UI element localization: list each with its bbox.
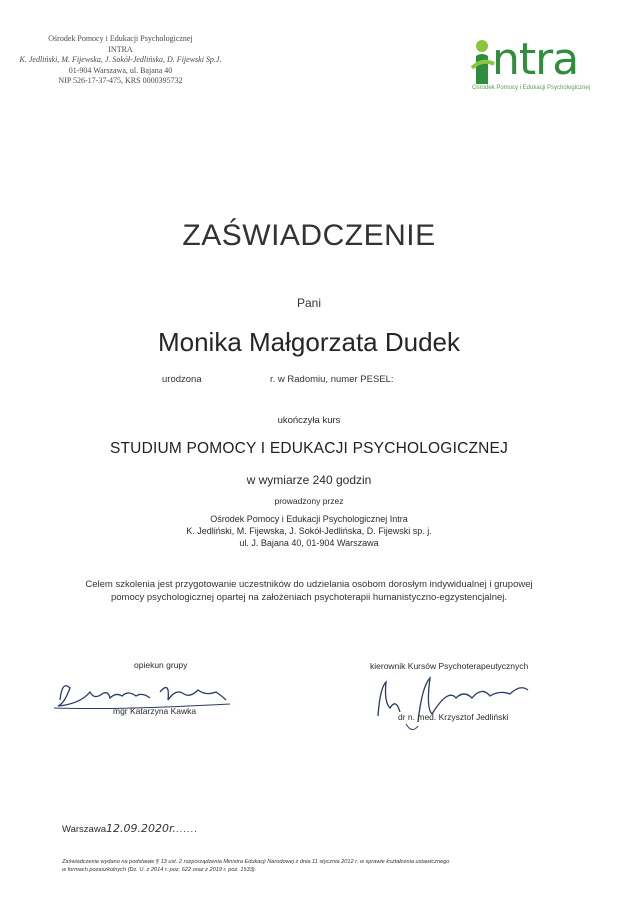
course-director-name: dr n. med. Krzysztof Jedliński — [398, 712, 509, 722]
organizer-address: ul. J. Bajana 40, 01-904 Warszawa — [239, 538, 379, 548]
intra-logo — [466, 36, 596, 100]
purpose-line-1: Celem szkolenia jest przygotowanie uczestników do udzielania osobom dorosłym indywidualnej i grupowej — [85, 579, 533, 590]
organizer-block — [0, 513, 618, 549]
date-dots: ...... — [176, 824, 198, 835]
logo-wordmark: ntra — [492, 34, 579, 85]
salutation: Pani — [296, 296, 322, 310]
course-purpose — [60, 578, 558, 604]
group-supervisor-label: opiekun grupy — [134, 660, 188, 670]
recipient-name: Monika Małgorzata Dudek — [157, 327, 461, 357]
sender-org-name: Ośrodek Pomocy i Edukacji Psychologicznej — [48, 34, 193, 43]
purpose-line-2: pomocy psychologicznej opartej na założeniach psychoterapii humanistyczno-egzystencjalnej. — [110, 592, 508, 603]
logo-subtitle: Ośrodek Pomocy i Edukacji Psychologicznej — [472, 85, 591, 91]
group-supervisor-name: mgr Katarzyna Kawka — [113, 706, 197, 716]
place-and-date — [62, 822, 198, 835]
legal-footnote — [62, 858, 562, 874]
sender-registry: NIP 526-17-37-475, KRS 0000395732 — [58, 76, 183, 85]
organizer-partners: K. Jedliński, M. Fijewska, J. Sokół-Jedlińska, D. Fijewski sp. j. — [186, 526, 432, 536]
certificate-title: ZAŚWIADCZENIE — [182, 219, 436, 252]
sender-partners: K. Jedliński, M. Fijewska, J. Sokół-Jedlińska, D. Fijewski Sp.J. — [19, 55, 222, 64]
conducted-label: prowadzony przez — [274, 496, 344, 506]
sender-block — [18, 34, 223, 87]
course-hours: w wymiarze 240 godzin — [246, 473, 372, 487]
course-director-label: kierownik Kursów Psychoterapeutycznych — [370, 661, 529, 671]
sender-org-short: INTRA — [108, 44, 133, 54]
born-details: r. w Radomiu, numer PESEL: — [270, 374, 394, 385]
completed-label: ukończyła kurs — [277, 415, 341, 426]
footnote-line-1: Zaświadczenie wydano na podstawie § 13 ust. 2 rozporządzenia Ministra Edukacji Narodowej z dnia 11 stycznia 2012 r. w sprawie kształcenia ustawicznego — [62, 859, 450, 865]
organizer-name: Ośrodek Pomocy i Edukacji Psychologicznej Intra — [210, 514, 408, 524]
sender-address: 01-904 Warszawa, ul. Bajana 40 — [68, 65, 173, 75]
footnote-line-2: w formach pozaszkolnych (Dz. U. z 2014 r. poz. 622 oraz z 2019 r. poz. 1533). — [62, 867, 257, 873]
issue-date: 12.09.2020r. — [106, 822, 176, 835]
director-signature — [360, 668, 550, 734]
issue-place: Warszawa — [62, 824, 106, 835]
born-label: urodzona — [162, 374, 202, 385]
course-name: STUDIUM POMOCY I EDUKACJI PSYCHOLOGICZNEJ — [109, 440, 509, 457]
